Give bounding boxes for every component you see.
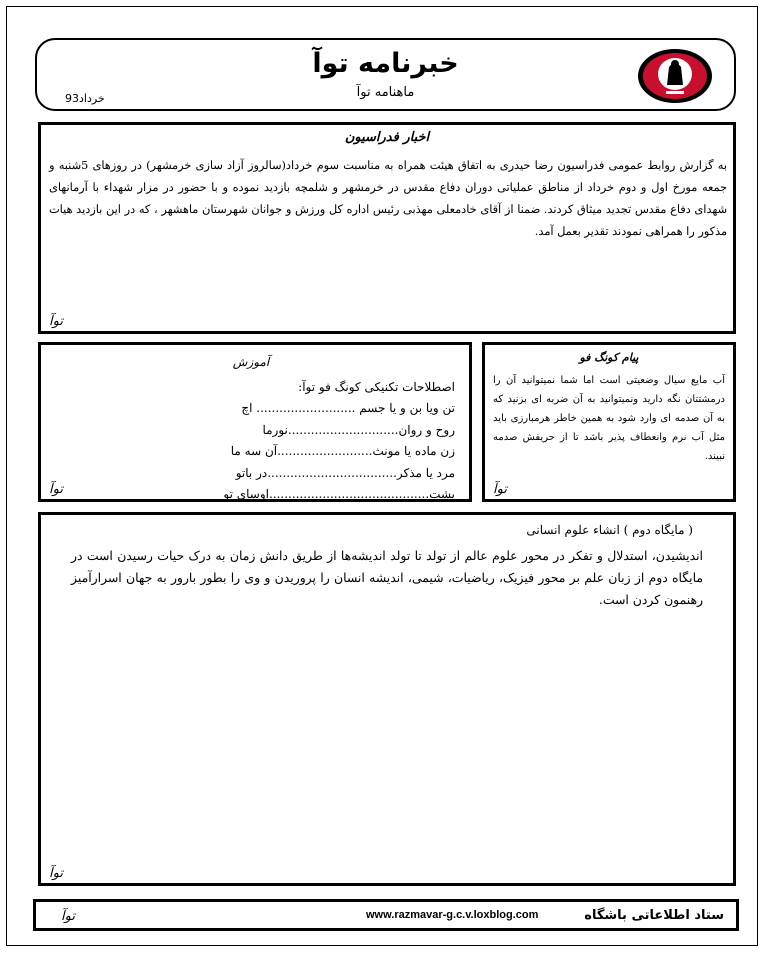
terms-intro: اصطلاحات تکنیکی کونگ فو توآ: [298, 380, 455, 394]
terms-list [223, 377, 455, 505]
section-footer-logo: توآ [49, 314, 63, 329]
kungfu-message-section [482, 342, 736, 502]
article-heading: ( مایگاه دوم ) انشاء علوم انسانی [526, 523, 693, 537]
newsletter-title: خبرنامه توآ [312, 48, 459, 79]
federation-news-section [38, 122, 736, 334]
section-footer-logo: توآ [49, 482, 63, 497]
news-body: به گزارش روابط عمومی فدراسیون رضا حیدری به اتفاق هیئت همراه به مناسبت سوم خرداد(سالروز آزاد سازی خرمشهر) در روزهای 5شنبه و جمعه مورخ اول و دوم خرداد از مناطق عملیاتی دوران دفاع مقدس در خرمشهر و شلمچه بازدید نموده و با حضور در مزار شهداء با آرمانهای شهدای دفاع مقدس تجدید میثاق کردند. ضمنا از آقای خادمعلی مهذبی رئیس اداره کل ورزش و جوانان شهرستان ماهشهر ، که در این بازدید هیات مذکور را همراهی نمودند تقدیر بعمل آمد. [49, 159, 728, 238]
section-title: پیام کونگ فو [579, 351, 639, 364]
section-footer-logo: توآ [493, 482, 507, 497]
organization-name: ستاد اطلاعاتی باشگاه [584, 908, 724, 923]
term-item: روح و روان.............................نورما [262, 422, 455, 437]
section-footer-logo: توآ [49, 866, 63, 881]
issue-date: خرداد93 [65, 92, 105, 105]
term-item: مرد یا مذکر..................................در باتو [235, 465, 455, 480]
footer-bar [33, 899, 739, 931]
term-item: تن ویا بن و یا جسم .......................... اچ [241, 401, 455, 416]
training-section [38, 342, 472, 502]
section-title: آموزش [232, 355, 270, 369]
website-link[interactable]: www.razmavar-g.c.v.loxblog.com [366, 909, 539, 921]
footer-logo: توآ [61, 909, 75, 924]
article-body: اندیشیدن، استدلال و تفکر در محور علوم عالم از تولد تا تولد اندیشه‌ها از طریق دانش زمان به درک حیات رسیدن است در مایگاه دوم از زبان علم بر محور فیزیک، ریاضیات، شیمی، اندیشه انسان را پروریدن و وی را بطور بارور به جهان اسرارآمیز رهنمون کردن است. [71, 548, 703, 607]
newsletter-header [35, 38, 736, 111]
term-item: زن ماده یا مونث.........................آن سه ما [230, 444, 455, 459]
message-body: آب مایع سیال وضعیتی است اما شما نمیتوانید آن را درمشتتان نگه دارید ونمیتوانید به آن ضربه ای بزنید که به آن صدمه ای وارد شود به همین خاطر هرمبارزی باید مثل آب نرم وانعطاف پذیر باشد تا از حریفش صدمه نبیند. [493, 375, 725, 462]
term-item: بشت..........................................اوسای تو [223, 487, 455, 502]
article-section [38, 512, 736, 886]
newsletter-subtitle: ماهنامه توآ [356, 85, 415, 100]
section-title: اخبار فدراسیون [344, 130, 430, 145]
club-logo-icon [636, 47, 714, 105]
